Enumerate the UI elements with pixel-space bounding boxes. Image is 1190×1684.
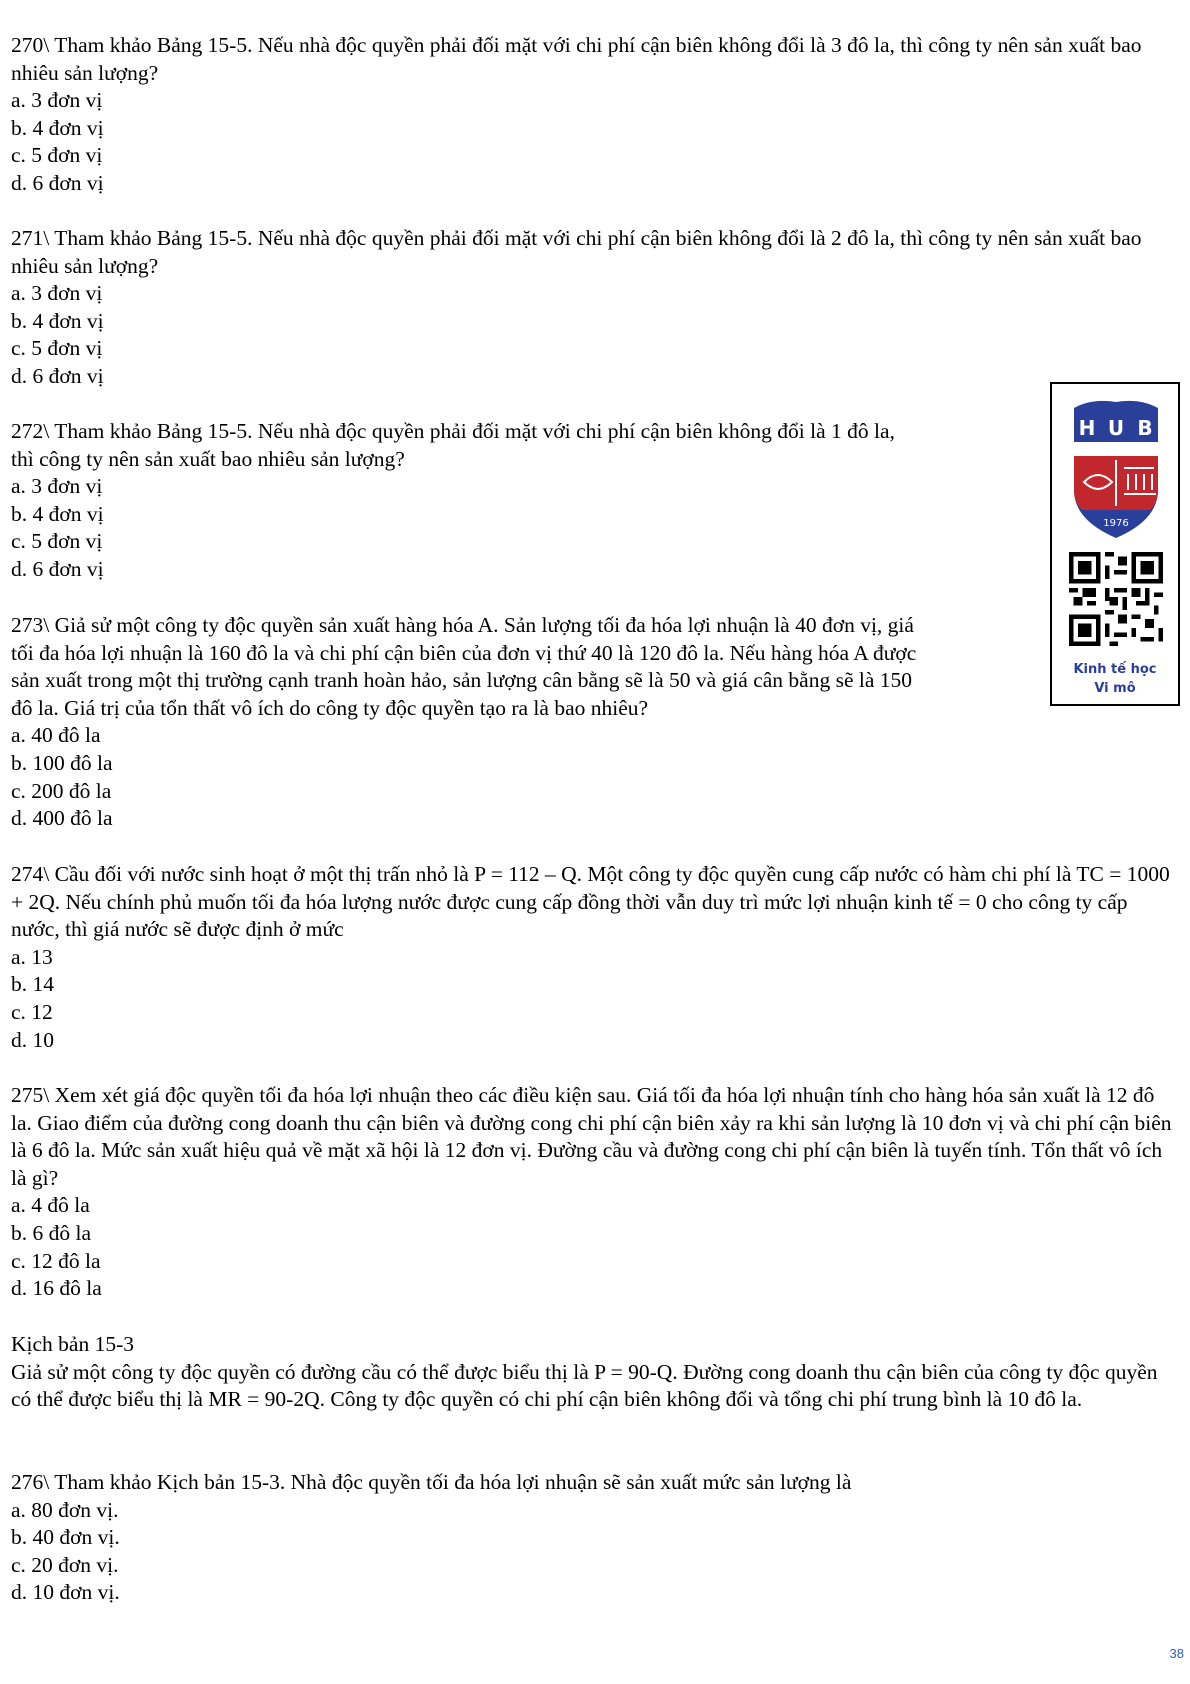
- option-a: a. 40 đô la: [11, 723, 101, 748]
- question-stem: 270\ Tham khảo Bảng 15-5. Nếu nhà độc quyền phải đối mặt với chi phí cận biên không đổi là 3 đô la, thì công ty nên sản xuất bao nhiêu sản lượng?: [11, 33, 1142, 85]
- hub-logo-box: [1050, 382, 1180, 706]
- option-a: a. 3 đơn vị: [11, 88, 103, 113]
- option-c: c. 20 đơn vị.: [11, 1552, 119, 1577]
- option-c: c. 12: [11, 999, 53, 1024]
- option-b: b. 14: [11, 972, 54, 997]
- option-b: b. 40 đơn vị.: [11, 1525, 120, 1550]
- question-stem-line-3: sản xuất trong một thị trường cạnh tranh hoàn hảo, sản lượng cân bằng sẽ là 50 và giá cân bằng sẽ là 150: [11, 668, 913, 693]
- question-276: [11, 1469, 1176, 1607]
- question-275: [11, 1082, 1176, 1303]
- option-a: a. 4 đô la: [11, 1193, 90, 1218]
- option-b: b. 100 đô la: [11, 750, 113, 775]
- option-b: b. 4 đơn vị: [11, 501, 104, 526]
- question-stem-line-2: thì công ty nên sản xuất bao nhiêu sản lượng?: [11, 446, 405, 471]
- option-b: b. 4 đơn vị: [11, 115, 104, 140]
- question-274: [11, 861, 1176, 1054]
- hub-shield-logo: [1070, 398, 1162, 540]
- question-stem: 271\ Tham khảo Bảng 15-5. Nếu nhà độc quyền phải đối mặt với chi phí cận biên không đổi là 2 đô la, thì công ty nên sản xuất bao nhiêu sản lượng?: [11, 226, 1142, 278]
- scenario-title: Kịch bản 15-3: [11, 1332, 134, 1356]
- option-c: c. 200 đô la: [11, 778, 112, 803]
- question-stem-line-2: tối đa hóa lợi nhuận là 160 đô la và chi phí cận biên của đơn vị thứ 40 là 120 đô la. Nếu hàng hóa A được: [11, 640, 917, 665]
- option-d: d. 16 đô la: [11, 1276, 102, 1301]
- question-stem-line-1: 272\ Tham khảo Bảng 15-5. Nếu nhà độc quyền phải đối mặt với chi phí cận biên không đổi là 1 đô la,: [11, 419, 895, 443]
- question-stem-line-1: 273\ Giả sử một công ty độc quyền sản xuất hàng hóa A. Sản lượng tối đa hóa lợi nhuận là 40 đơn vị, giá: [11, 613, 914, 637]
- option-d: d. 400 đô la: [11, 806, 113, 831]
- question-stem: 274\ Cầu đối với nước sinh hoạt ở một thị trấn nhỏ là P = 112 – Q. Một công ty độc quyền cung cấp nước có hàm chi phí là TC = 1000 + 2Q. Nếu chính phủ muốn tối đa hóa lượng nước được cung cấp đồng thời vẫn duy trì mức lợi nhuận kinh tế = 0 cho công ty cấp nước, thì giá nước sẽ được định ở mức: [11, 862, 1170, 942]
- logo-year: 1976: [1103, 518, 1129, 529]
- qr-code-icon: [1069, 552, 1163, 646]
- question-273: [11, 612, 1051, 833]
- question-stem-line-4: đô la. Giá trị của tổn thất vô ích do công ty độc quyền tạo ra là bao nhiêu?: [11, 695, 649, 720]
- scenario-15-3: [11, 1331, 1176, 1414]
- option-d: d. 6 đơn vị: [11, 363, 104, 388]
- logo-caption-line-1: Kinh tế học: [1073, 662, 1157, 677]
- question-stem: 275\ Xem xét giá độc quyền tối đa hóa lợi nhuận theo các điều kiện sau. Giá tối đa hóa lợi nhuận tính cho hàng hóa sản xuất là 12 đô la. Giao điểm của đường cong doanh thu cận biên và đường cong chi phí cận biên xảy ra khi sản lượng là 10 đơn vị và chi phí cận biên là 6 đô la. Mức sản xuất hiệu quả về mặt xã hội là 12 đơn vị. Đường cầu và đường cong chi phí cận biên là tuyến tính. Tổn thất vô ích là gì?: [11, 1083, 1172, 1190]
- option-a: a. 3 đơn vị: [11, 474, 103, 499]
- question-270: [11, 32, 1176, 198]
- logo-letter-b: B: [1137, 416, 1153, 440]
- option-c: c. 5 đơn vị: [11, 143, 103, 168]
- option-b: b. 4 đơn vị: [11, 308, 104, 333]
- option-c: c. 5 đơn vị: [11, 529, 103, 554]
- option-c: c. 12 đô la: [11, 1248, 101, 1273]
- logo-letter-u: U: [1107, 416, 1125, 440]
- page-number: 38: [1169, 1646, 1184, 1661]
- option-d: d. 10: [11, 1027, 54, 1052]
- question-272: [11, 418, 1031, 584]
- option-b: b. 6 đô la: [11, 1220, 92, 1245]
- option-a: a. 3 đơn vị: [11, 281, 103, 306]
- logo-letter-h: H: [1078, 416, 1096, 440]
- question-271: [11, 225, 1176, 391]
- logo-caption-line-2: Vi mô: [1094, 681, 1136, 696]
- scenario-text: Giả sử một công ty độc quyền có đường cầu có thể được biểu thị là P = 90-Q. Đường cong doanh thu cận biên của công ty độc quyền có thể được biểu thị là MR = 90-2Q. Công ty độc quyền có chi phí cận biên không đổi và tổng chi phí trung bình là 10 đô la.: [11, 1359, 1158, 1412]
- option-a: a. 80 đơn vị.: [11, 1497, 119, 1522]
- option-d: d. 10 đơn vị.: [11, 1580, 120, 1605]
- option-d: d. 6 đơn vị: [11, 170, 104, 195]
- option-a: a. 13: [11, 944, 53, 969]
- question-stem: 276\ Tham khảo Kịch bản 15-3. Nhà độc quyền tối đa hóa lợi nhuận sẽ sản xuất mức sản lượng là: [11, 1470, 852, 1494]
- option-c: c. 5 đơn vị: [11, 336, 103, 361]
- option-d: d. 6 đơn vị: [11, 556, 104, 581]
